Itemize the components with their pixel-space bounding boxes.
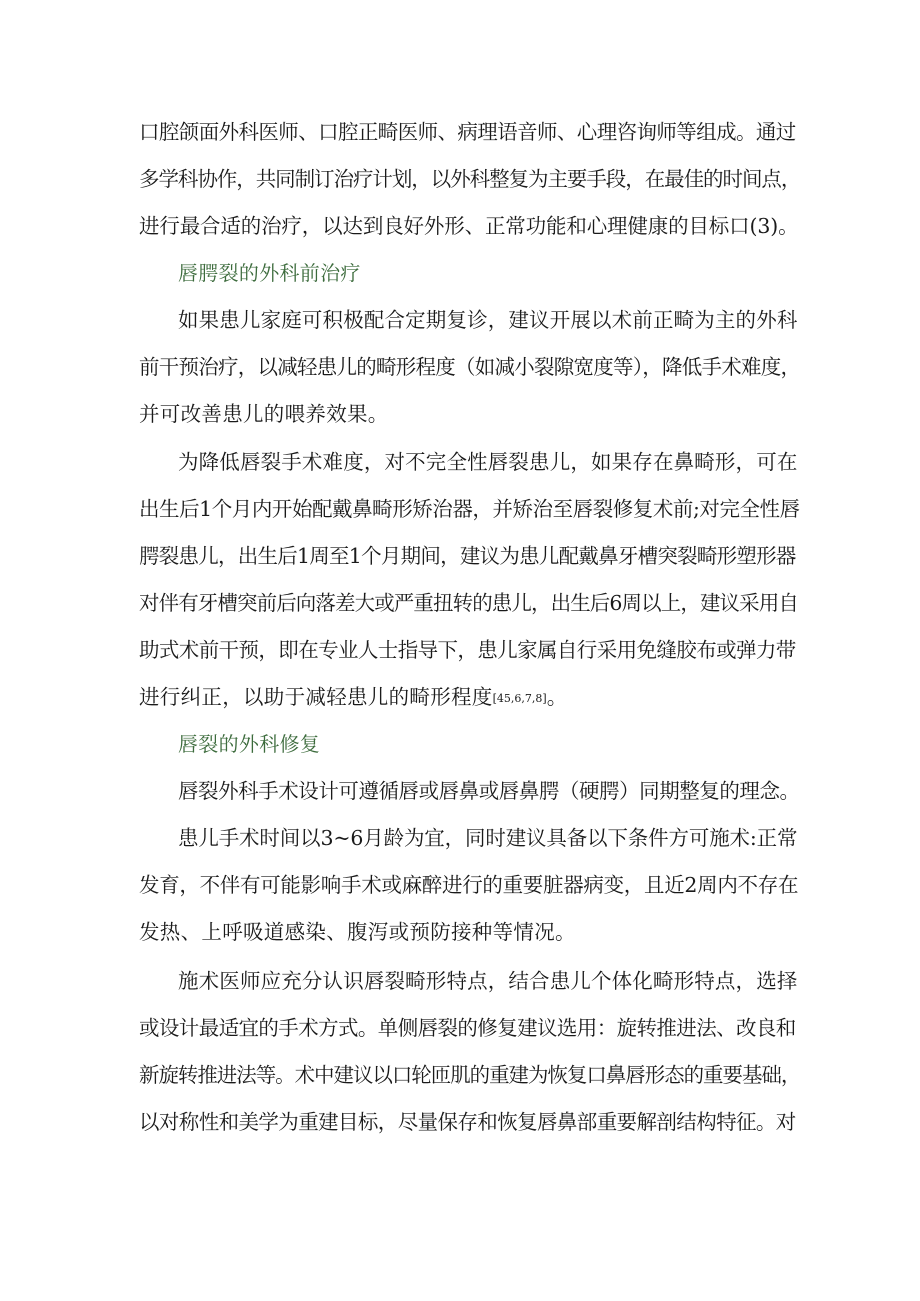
paragraph-line: 出生后1个月内开始配戴鼻畸形矫治器，并矫治至唇裂修复术前;对完全性唇 (139, 497, 800, 521)
citation-reference: [45,6,7,8] (492, 692, 547, 705)
paragraph-line-with-citation (139, 683, 568, 713)
paragraph-line: 对伴有牙槽突前后向落差大或严重扭转的患儿，出生后6周以上，建议采用自 (139, 591, 798, 615)
section-heading: 唇裂的外科修复 (178, 732, 321, 756)
paragraph-line: 为降低唇裂手术难度，对不完全性唇裂患儿，如果存在鼻畸形，可在 (178, 450, 798, 474)
paragraph-text: 进行纠正，以助于减轻患儿的畸形程度 (139, 685, 493, 709)
paragraph-line: 多学科协作，共同制订治疗计划，以外科整复为主要手段，在最佳的时间点， (139, 167, 801, 191)
paragraph-line: 口腔颌面外科医师、口腔正畸医师、病理语音师、心理咨询师等组成。通过 (139, 120, 796, 144)
paragraph-line: 患儿手术时间以3~6月龄为宜，同时建议具备以下条件方可施术:正常 (178, 826, 798, 850)
paragraph-line: 腭裂患儿，出生后1周至1个月期间，建议为患儿配戴鼻牙槽突裂畸形塑形器 (139, 544, 796, 568)
paragraph-line: 如果患儿家庭可积极配合定期复诊，建议开展以术前正畸为主的外科 (178, 308, 798, 332)
paragraph-line: 并可改善患儿的喂养效果。 (139, 402, 389, 426)
paragraph-line: 唇裂外科手术设计可遵循唇或唇鼻或唇鼻腭（硬腭）同期整复的理念。 (178, 779, 800, 803)
paragraph-line: 前干预治疗，以减轻患儿的畸形程度（如减小裂隙宽度等），降低手术难度， (139, 355, 801, 379)
paragraph-line: 发育，不伴有可能影响手术或麻醉进行的重要脏器病变，且近2周内不存在 (139, 873, 799, 897)
paragraph-line: 或设计最适宜的手术方式。单侧唇裂的修复建议选用：旋转推进法、改良和 (139, 1016, 796, 1040)
section-heading: 唇腭裂的外科前治疗 (178, 261, 361, 285)
paragraph-line: 以对称性和美学为重建目标，尽量保存和恢复唇鼻部重要解剖结构特征。对 (139, 1110, 796, 1134)
paragraph-line: 新旋转推进法等。术中建议以口轮匝肌的重建为恢复口鼻唇形态的重要基础， (139, 1063, 801, 1087)
paragraph-text: 。 (546, 685, 568, 709)
paragraph-line: 施术医师应充分认识唇裂畸形特点，结合患儿个体化畸形特点，选择 (178, 969, 798, 993)
paragraph-line: 助式术前干预，即在专业人士指导下，患儿家属自行采用免缝胶布或弹力带 (139, 638, 796, 662)
paragraph-line: 进行最合适的治疗，以达到良好外形、正常功能和心理健康的目标口(3)。 (139, 214, 799, 238)
paragraph-line: 发热、上呼吸道感染、腹泻或预防接种等情况。 (139, 920, 576, 944)
